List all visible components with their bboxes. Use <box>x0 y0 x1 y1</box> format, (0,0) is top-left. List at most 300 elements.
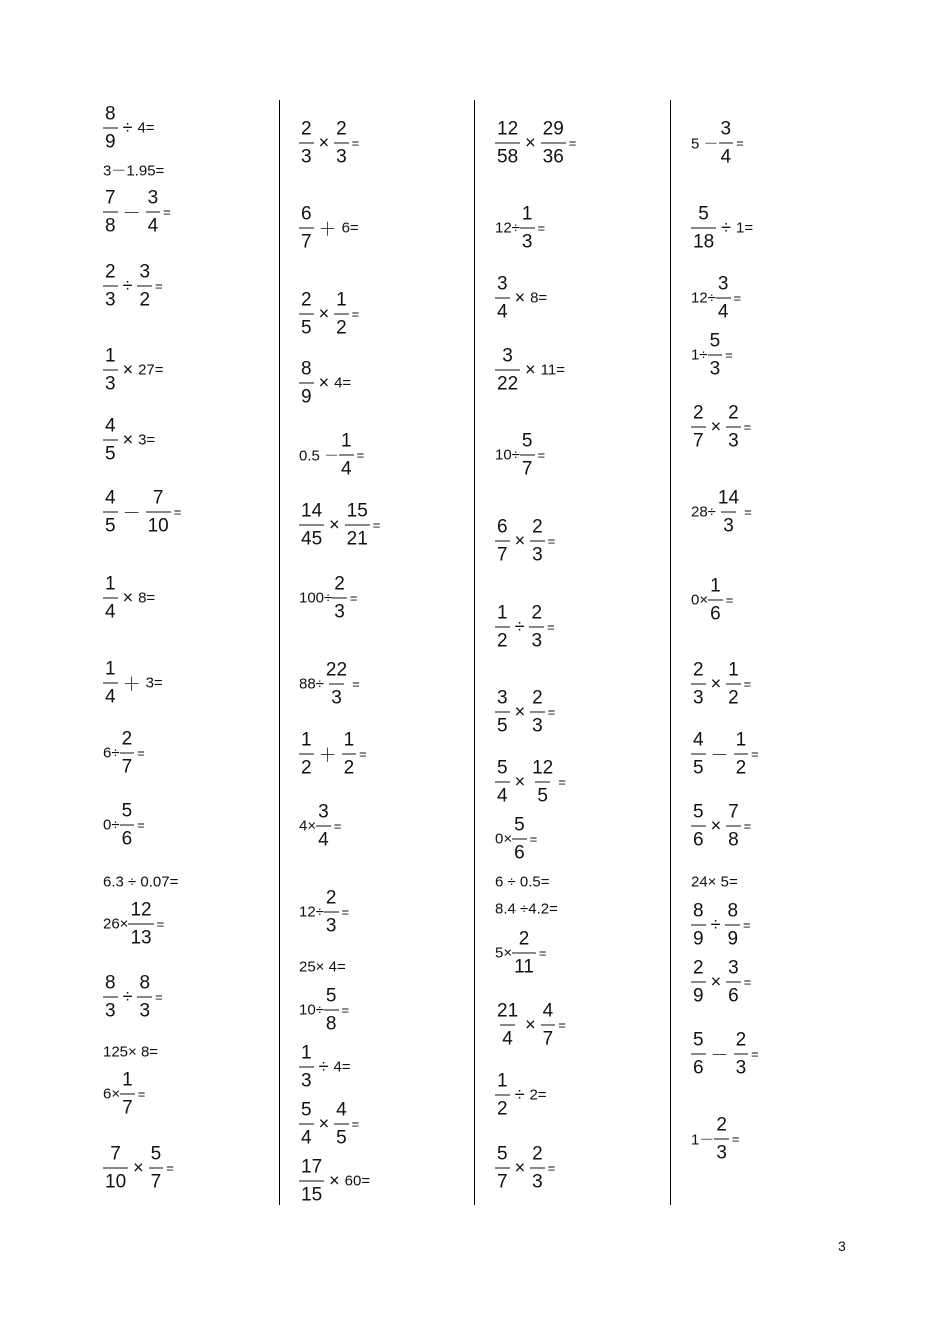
math-problem <box>299 502 380 549</box>
fraction <box>734 731 749 778</box>
expression-text: 26× <box>103 915 129 933</box>
fraction-numerator: 2 <box>334 573 345 595</box>
fraction-numerator: 14 <box>301 500 323 522</box>
math-problem <box>691 803 751 850</box>
fraction-numerator: 8 <box>139 972 151 994</box>
operator: × <box>133 1157 144 1178</box>
expression-text: 6= <box>341 219 359 237</box>
fraction-denominator: 3 <box>734 1054 749 1078</box>
math-problem <box>299 1101 359 1148</box>
math-problem <box>299 661 360 708</box>
expression-text: 3= <box>145 674 163 692</box>
operator: × <box>514 701 526 722</box>
fraction-denominator: 4 <box>299 1124 314 1148</box>
fraction-numerator: 5 <box>709 330 721 352</box>
fraction <box>691 803 706 850</box>
equals-sign: = <box>538 945 547 961</box>
fraction-denominator: 2 <box>299 754 314 778</box>
fraction <box>332 575 347 622</box>
expression-text: 27= <box>138 361 164 379</box>
operator: × <box>318 132 330 153</box>
fraction <box>530 759 555 806</box>
fraction <box>324 661 349 708</box>
math-problem <box>103 1044 158 1061</box>
fraction-denominator: 3 <box>329 684 344 708</box>
fraction-numerator: 7 <box>110 1143 121 1165</box>
fraction-denominator: 7 <box>299 228 314 252</box>
fraction <box>495 120 520 167</box>
fraction-denominator: 4 <box>495 782 510 806</box>
math-problem <box>495 816 537 863</box>
fraction <box>299 120 314 167</box>
fraction <box>103 417 118 464</box>
fraction <box>103 660 118 707</box>
equals-sign: = <box>155 989 163 1005</box>
fraction-denominator: 6 <box>120 825 135 849</box>
math-problem <box>691 205 753 252</box>
math-problem <box>495 120 576 167</box>
expression-text: 6.3 ÷ 0.07= <box>103 873 179 891</box>
fraction <box>734 1031 749 1078</box>
fraction <box>708 332 723 379</box>
fraction <box>299 205 314 252</box>
fraction <box>691 661 706 708</box>
fraction-denominator: 3 <box>530 712 545 736</box>
fraction-numerator: 7 <box>728 801 739 823</box>
fraction-numerator: 8 <box>301 358 312 380</box>
operator: × <box>329 1170 340 1191</box>
math-problem <box>691 489 752 536</box>
equals-sign: = <box>155 278 163 294</box>
fraction-numerator: 3 <box>147 187 159 209</box>
math-problem <box>691 902 751 949</box>
equals-sign: = <box>351 1116 360 1132</box>
fraction-numerator: 6 <box>497 516 508 538</box>
fraction-numerator: 5 <box>698 203 709 225</box>
fraction-numerator: 2 <box>105 261 116 283</box>
math-problem <box>495 930 546 977</box>
expression-text: 12÷ <box>691 289 716 307</box>
fraction-numerator: 6 <box>301 203 312 225</box>
equals-sign: = <box>156 916 165 932</box>
math-problem <box>103 105 155 152</box>
fraction <box>149 1145 164 1192</box>
math-problem <box>495 1072 547 1119</box>
fraction <box>299 1101 314 1148</box>
fraction-denominator: 3 <box>714 1139 729 1163</box>
fraction-numerator: 2 <box>532 516 543 538</box>
fraction-numerator: 5 <box>325 985 337 1007</box>
fraction-denominator: 2 <box>734 754 749 778</box>
fraction-numerator: 1 <box>710 575 721 597</box>
math-problem <box>691 959 751 1006</box>
fraction-numerator: 2 <box>693 402 704 424</box>
fraction <box>691 902 706 949</box>
fraction-numerator: 1 <box>497 602 508 624</box>
equals-sign: = <box>137 745 145 761</box>
fraction <box>103 974 118 1021</box>
fraction <box>520 205 535 252</box>
fraction-numerator: 5 <box>150 1143 162 1165</box>
fraction <box>103 189 118 236</box>
operator: × <box>514 771 526 792</box>
math-problem <box>495 689 555 736</box>
expression-text: 0× <box>495 830 513 848</box>
expression-text: 1－ <box>691 1131 715 1149</box>
equals-sign: = <box>359 746 367 762</box>
fraction-numerator: 2 <box>301 289 312 311</box>
column-divider <box>670 100 671 1205</box>
operator: × <box>525 359 536 380</box>
fraction-numerator: 2 <box>325 887 337 909</box>
fraction <box>299 1044 314 1091</box>
fraction-numerator: 3 <box>497 273 508 295</box>
equals-sign: = <box>736 135 744 151</box>
fraction-numerator: 1 <box>122 1069 133 1091</box>
math-problem <box>691 275 741 322</box>
math-problem <box>691 120 744 167</box>
fraction <box>541 1002 556 1049</box>
math-problem <box>103 730 145 777</box>
fraction-numerator: 1 <box>735 729 747 751</box>
expression-text: 8= <box>138 589 156 607</box>
fraction-denominator: 4 <box>716 298 731 322</box>
math-problem <box>103 160 164 181</box>
math-problem <box>691 332 733 379</box>
math-problem <box>103 489 181 536</box>
equals-sign: = <box>547 619 555 635</box>
expression-text: 5 － <box>691 135 719 153</box>
operator: × <box>318 303 330 324</box>
operator: ÷ <box>318 1056 329 1077</box>
fraction-numerator: 3 <box>717 273 729 295</box>
fraction-denominator: 2 <box>726 684 741 708</box>
fraction-denominator: 3 <box>708 355 723 379</box>
equals-sign: = <box>351 135 360 151</box>
fraction-numerator: 12 <box>532 757 554 779</box>
fraction <box>128 901 153 948</box>
operator: ÷ <box>122 986 133 1007</box>
math-problem <box>103 417 155 464</box>
fraction-numerator: 4 <box>542 1000 554 1022</box>
fraction-denominator: 5 <box>299 314 314 338</box>
fraction <box>299 1158 324 1205</box>
equals-sign: = <box>341 904 350 920</box>
math-problem <box>495 1145 555 1192</box>
fraction <box>726 661 741 708</box>
fraction <box>691 1031 706 1078</box>
fraction-denominator: 7 <box>149 1168 164 1192</box>
fraction-denominator: 3 <box>103 370 118 394</box>
fraction <box>530 1145 545 1192</box>
equals-sign: = <box>349 590 358 606</box>
expression-text: 24× 5= <box>691 873 738 891</box>
fraction <box>495 604 510 651</box>
expression-text: 25× 4= <box>299 958 346 976</box>
expression-text: 4= <box>137 119 155 137</box>
fraction-denominator: 13 <box>128 924 153 948</box>
math-problem <box>495 432 545 479</box>
fraction <box>495 1002 520 1049</box>
fraction <box>495 347 520 394</box>
math-problem <box>691 404 751 451</box>
fraction-denominator: 21 <box>345 525 370 549</box>
fraction-denominator: 8 <box>103 212 118 236</box>
fraction-denominator: 2 <box>495 1095 510 1119</box>
fraction-denominator: 22 <box>495 370 520 394</box>
fraction-numerator: 2 <box>735 1029 747 1051</box>
math-problem <box>495 604 555 651</box>
equals-sign: = <box>743 974 752 990</box>
fraction-numerator: 1 <box>336 289 347 311</box>
expression-text: 6× <box>103 1085 121 1103</box>
fraction-denominator: 3 <box>530 1168 545 1192</box>
fraction <box>530 518 545 565</box>
expression-text: 4= <box>333 1058 351 1076</box>
math-problem <box>495 759 566 806</box>
operator: × <box>122 359 134 380</box>
fraction-denominator: 6 <box>708 600 723 624</box>
math-problem <box>299 1158 370 1205</box>
expression-text: 1÷ <box>691 346 708 364</box>
expression-text: 6÷ <box>103 744 120 762</box>
equals-sign: = <box>547 704 556 720</box>
operator: × <box>514 1157 526 1178</box>
fraction-numerator: 1 <box>105 658 116 680</box>
math-problem <box>103 263 163 310</box>
expression-text: 2= <box>529 1086 547 1104</box>
fraction-denominator: 11 <box>512 953 536 977</box>
fraction-numerator: 7 <box>105 187 116 209</box>
fraction <box>495 689 510 736</box>
fraction-numerator: 2 <box>121 728 133 750</box>
fraction-numerator: 29 <box>542 118 564 140</box>
fraction-numerator: 5 <box>514 814 525 836</box>
fraction-numerator: 2 <box>532 687 543 709</box>
math-problem <box>691 661 751 708</box>
operator: － <box>122 203 141 223</box>
fraction <box>512 816 527 863</box>
fraction-numerator: 3 <box>139 261 151 283</box>
fraction-numerator: 1 <box>728 659 739 681</box>
expression-text: 10÷ <box>299 1001 324 1019</box>
equals-sign: = <box>743 818 752 834</box>
fraction-denominator: 6 <box>726 982 741 1006</box>
fraction-denominator: 4 <box>339 455 354 479</box>
fraction <box>495 1145 510 1192</box>
operator: × <box>318 372 330 393</box>
fraction <box>520 432 535 479</box>
equals-sign: = <box>558 1017 566 1033</box>
operator: × <box>710 416 722 437</box>
column-divider <box>474 100 475 1205</box>
fraction-denominator: 9 <box>103 128 118 152</box>
fraction-denominator: 5 <box>535 782 550 806</box>
math-problem <box>299 575 357 622</box>
fraction-denominator: 8 <box>726 826 741 850</box>
expression-text: 3－1.95= <box>103 162 165 180</box>
fraction-denominator: 9 <box>725 925 740 949</box>
fraction-denominator: 15 <box>299 1181 324 1205</box>
fraction <box>103 263 118 310</box>
operator: ÷ <box>514 1084 525 1105</box>
fraction-denominator: 3 <box>520 228 535 252</box>
fraction-numerator: 1 <box>301 1042 312 1064</box>
fraction <box>146 189 161 236</box>
fraction-denominator: 4 <box>146 212 161 236</box>
fraction <box>495 518 510 565</box>
expression-text: 5× <box>495 944 513 962</box>
fraction-numerator: 4 <box>336 1099 347 1121</box>
fraction-denominator: 3 <box>103 286 118 310</box>
operator: ÷ <box>122 117 133 138</box>
fraction-denominator: 6 <box>512 839 527 863</box>
fraction-numerator: 3 <box>497 687 508 709</box>
operator: ＋ <box>122 674 141 694</box>
fraction <box>299 291 314 338</box>
fraction <box>708 577 723 624</box>
equals-sign: = <box>547 1160 556 1176</box>
fraction <box>120 1071 135 1118</box>
math-problem <box>103 189 171 236</box>
operator: ＋ <box>318 745 337 765</box>
equals-sign: = <box>137 817 145 833</box>
fraction <box>530 689 545 736</box>
operator: × <box>710 673 722 694</box>
fraction <box>334 1101 349 1148</box>
expression-text: 28÷ <box>691 503 716 521</box>
fraction-denominator: 6 <box>691 826 706 850</box>
equals-sign: = <box>137 1086 146 1102</box>
expression-text: 10÷ <box>495 446 520 464</box>
fraction-denominator: 4 <box>316 826 331 850</box>
fraction-denominator: 10 <box>146 512 171 536</box>
fraction-denominator: 3 <box>299 143 314 167</box>
fraction <box>334 291 349 338</box>
fraction-denominator: 4 <box>500 1025 515 1049</box>
fraction-numerator: 2 <box>532 1143 543 1165</box>
operator: － <box>122 503 141 523</box>
math-problem <box>299 803 341 850</box>
fraction <box>726 959 741 1006</box>
fraction <box>716 275 731 322</box>
fraction-denominator: 4 <box>719 143 734 167</box>
fraction-denominator: 5 <box>334 1124 349 1148</box>
operator: × <box>514 287 526 308</box>
fraction <box>495 1072 510 1119</box>
expression-text: 8= <box>530 289 548 307</box>
fraction <box>719 120 734 167</box>
operator: ÷ <box>721 217 732 238</box>
fraction <box>725 902 740 949</box>
fraction <box>529 604 544 651</box>
operator: × <box>122 587 134 608</box>
fraction-denominator: 7 <box>691 427 706 451</box>
expression-text: 60= <box>344 1172 371 1190</box>
operator: × <box>329 514 340 535</box>
math-problem <box>495 205 545 252</box>
fraction-numerator: 8 <box>105 103 116 125</box>
fraction-denominator: 2 <box>495 627 510 651</box>
fraction-numerator: 2 <box>336 118 347 140</box>
math-problem <box>495 1002 566 1049</box>
fraction-numerator: 3 <box>502 345 513 367</box>
fraction <box>137 263 152 310</box>
fraction-denominator: 6 <box>691 1054 706 1078</box>
fraction <box>345 502 370 549</box>
fraction-numerator: 12 <box>497 118 519 140</box>
fraction-numerator: 1 <box>341 430 352 452</box>
fraction-numerator: 2 <box>518 928 530 950</box>
fraction-numerator: 2 <box>301 118 312 140</box>
fraction-numerator: 2 <box>716 1114 727 1136</box>
fraction-denominator: 3 <box>324 912 339 936</box>
math-problem <box>299 959 346 976</box>
equals-sign: = <box>744 504 752 520</box>
equals-sign: = <box>743 917 751 933</box>
column-divider <box>279 100 280 1205</box>
fraction-numerator: 8 <box>105 972 116 994</box>
fraction-denominator: 9 <box>691 982 706 1006</box>
fraction-denominator: 58 <box>495 143 520 167</box>
expression-text: 3= <box>138 431 156 449</box>
equals-sign: = <box>751 1046 759 1062</box>
equals-sign: = <box>163 204 171 220</box>
fraction-denominator: 2 <box>342 754 357 778</box>
fraction <box>691 731 706 778</box>
fraction <box>495 275 510 322</box>
fraction-denominator: 9 <box>299 383 314 407</box>
fraction-denominator: 45 <box>299 525 324 549</box>
math-problem <box>299 987 349 1034</box>
fraction-numerator: 5 <box>521 430 533 452</box>
math-problem <box>103 347 164 394</box>
equals-sign: = <box>558 774 566 790</box>
fraction-numerator: 15 <box>346 500 368 522</box>
fraction-denominator: 3 <box>529 627 544 651</box>
fraction <box>512 930 536 977</box>
fraction-denominator: 3 <box>299 1067 314 1091</box>
fraction <box>120 802 135 849</box>
fraction-denominator: 18 <box>691 228 716 252</box>
fraction-denominator: 10 <box>103 1168 128 1192</box>
fraction-numerator: 4 <box>105 415 116 437</box>
math-problem <box>691 1116 740 1163</box>
fraction-denominator: 3 <box>332 598 347 622</box>
fraction-numerator: 21 <box>497 1000 519 1022</box>
math-problem <box>299 889 349 936</box>
fraction <box>120 730 135 777</box>
operator: × <box>122 429 134 450</box>
fraction-denominator: 3 <box>726 427 741 451</box>
fraction-denominator: 7 <box>120 1094 135 1118</box>
equals-sign: = <box>731 1131 740 1147</box>
fraction-denominator: 3 <box>103 997 118 1021</box>
operator: ÷ <box>710 914 721 935</box>
fraction <box>103 489 118 536</box>
fraction-denominator: 5 <box>691 754 706 778</box>
fraction-denominator: 3 <box>691 684 706 708</box>
equals-sign: = <box>725 592 734 608</box>
fraction-numerator: 3 <box>728 957 739 979</box>
fraction <box>339 432 354 479</box>
math-problem <box>103 1145 174 1192</box>
expression-text: 12÷ <box>299 903 324 921</box>
fraction-denominator: 2 <box>334 314 349 338</box>
fraction-denominator: 3 <box>137 997 152 1021</box>
fraction-denominator: 5 <box>495 712 510 736</box>
fraction <box>137 974 152 1021</box>
